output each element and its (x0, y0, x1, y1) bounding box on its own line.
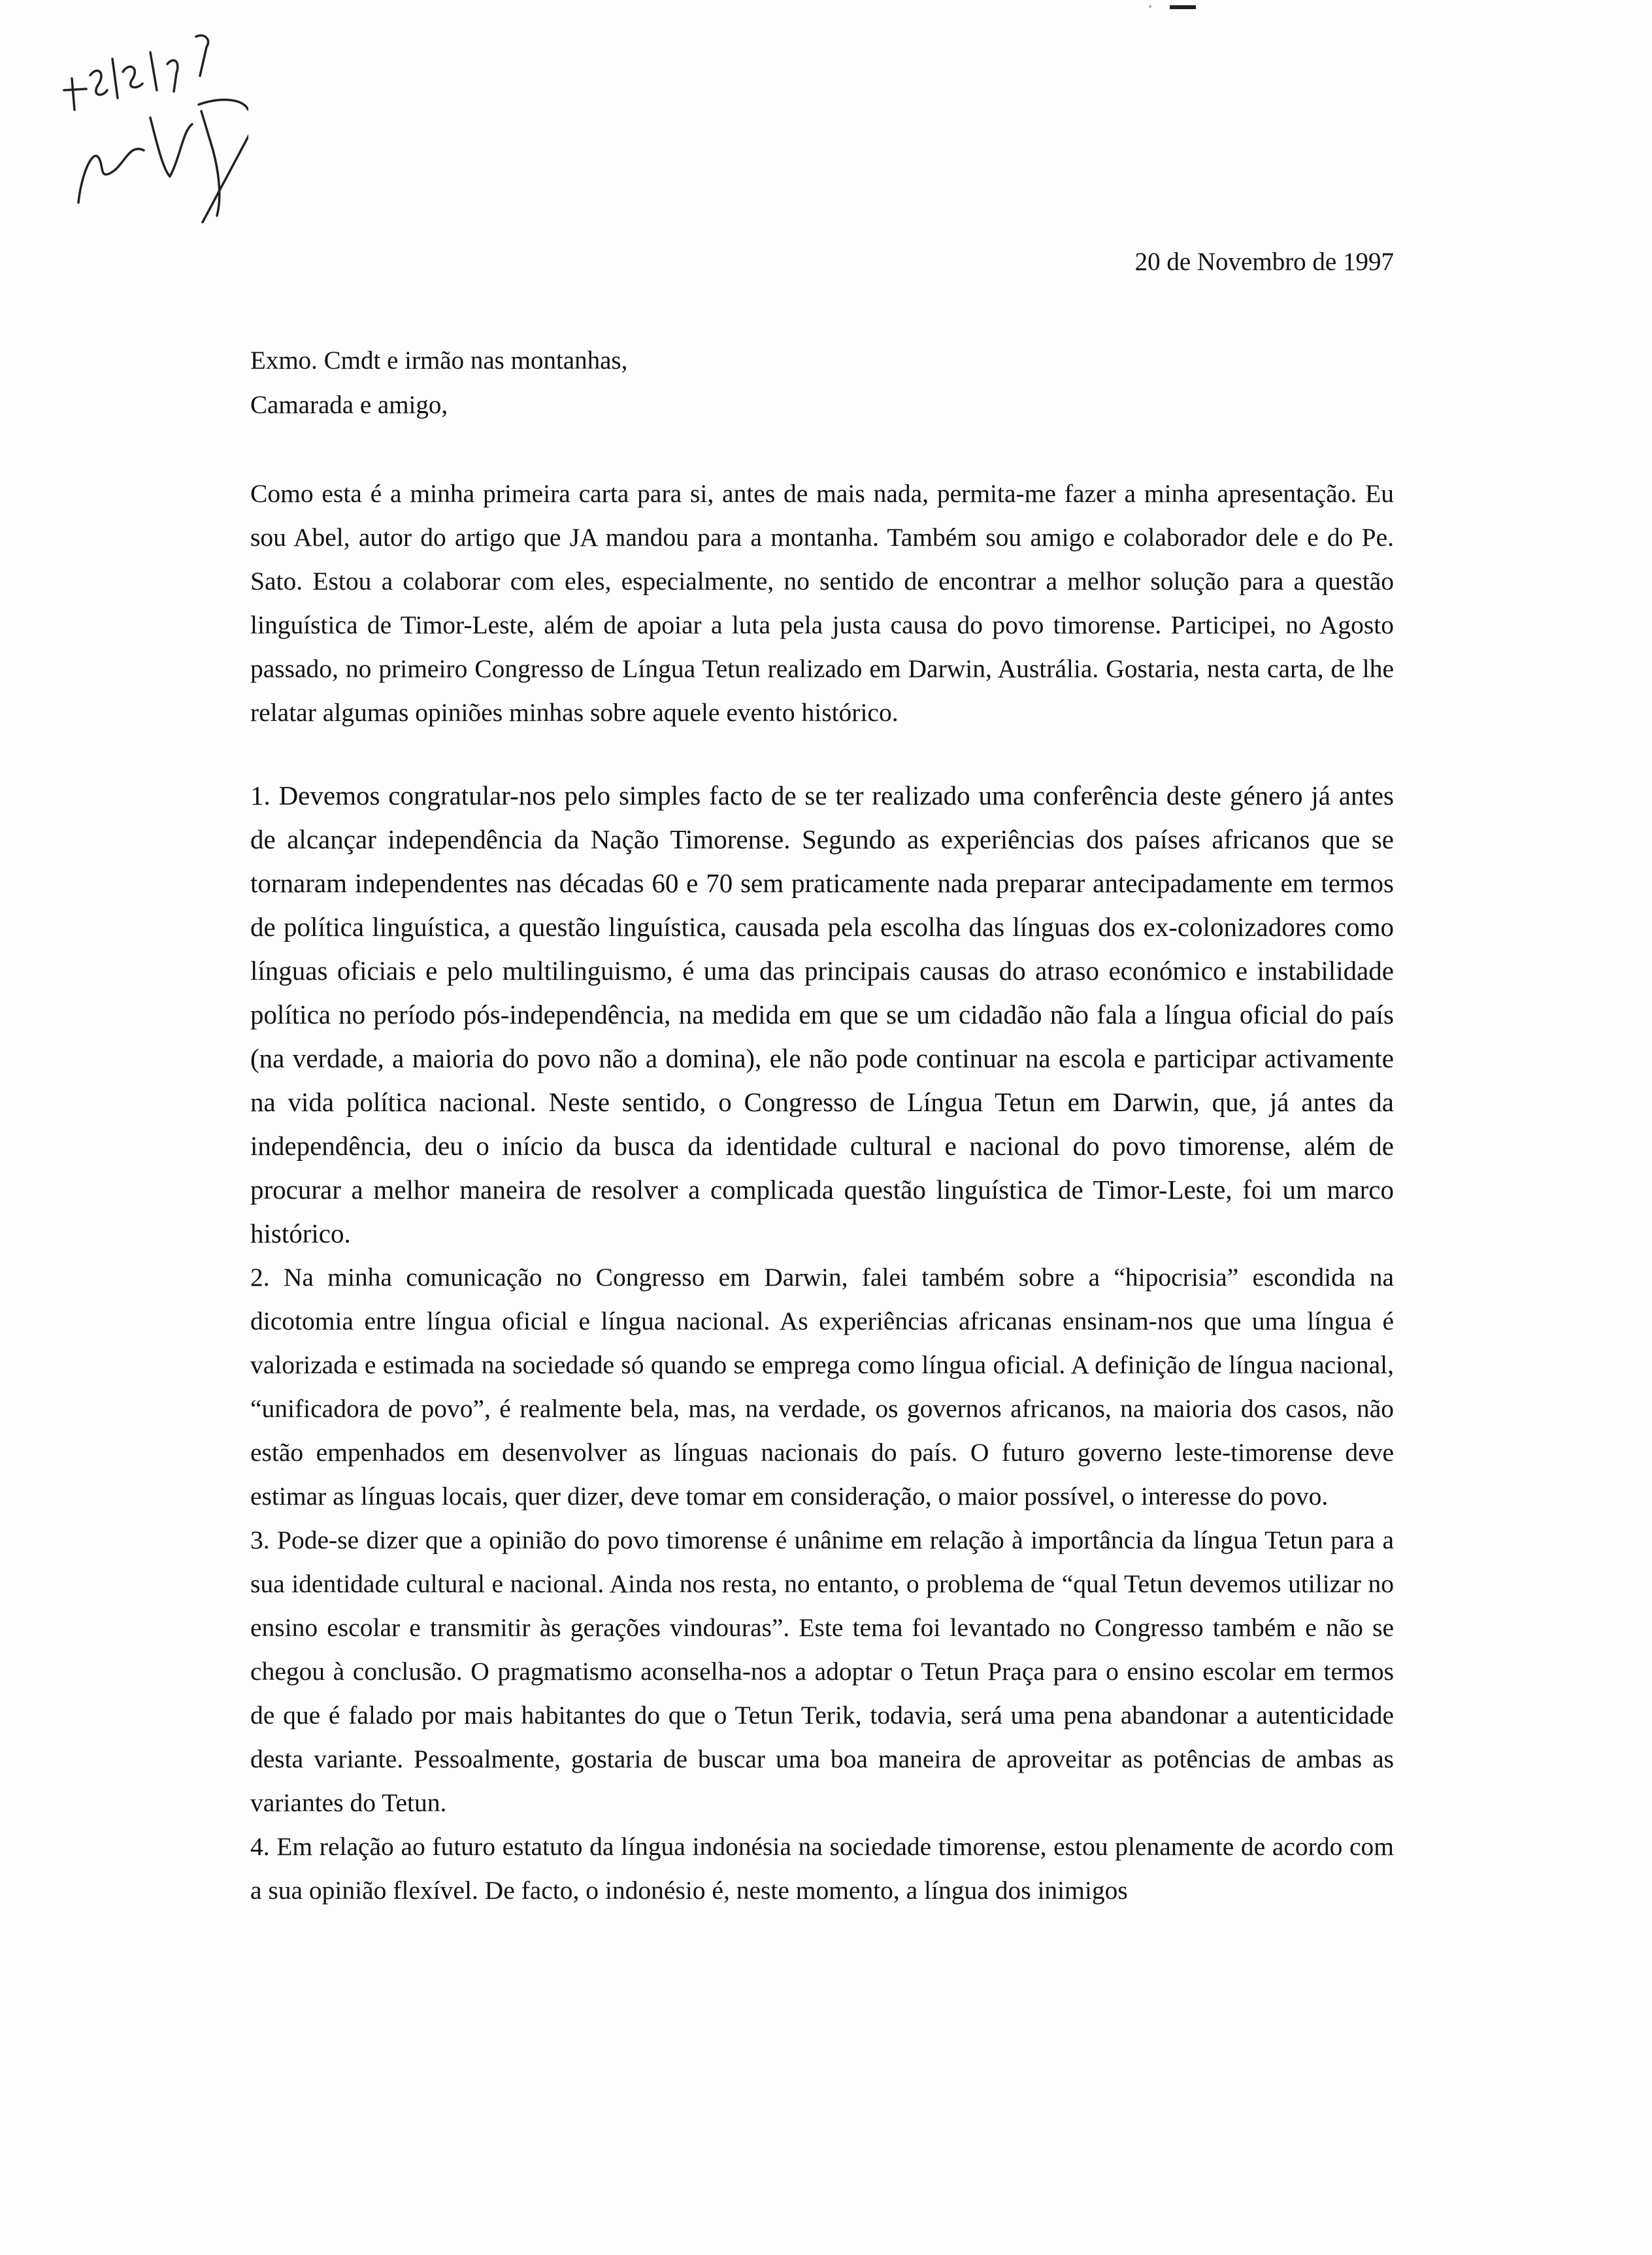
handwritten-annotation (52, 13, 248, 235)
paragraph-item-1: 1. Devemos congratular-nos pelo simples facto de se ter realizado uma conferência deste género já antes de alcançar independência da Nação Timorense. Segundo as experiências dos países africanos que se tornaram independentes nas décadas 60 e 70 sem praticamente nada preparar antecipadamente em termos de política linguística, a questão linguística, causada pela escolha das línguas dos ex-colonizadores como línguas oficiais e pelo multilinguismo, é uma das principais causas do atraso económico e instabilidade política no período pós-independência, na medida em que se um cidadão não fala a língua oficial do país (na verdade, a maioria do povo não a domina), ele não pode continuar na escola e participar activamente na vida política nacional. Neste sentido, o Congresso de Língua Tetun em Darwin, que, já antes da independência, deu o início da busca da identidade cultural e nacional do povo timorense, além de procurar a melhor maneira de resolver a complicada questão linguística de Timor-Leste, foi um marco histórico. (250, 780, 1394, 1248)
paragraph-item-4: 4. Em relação ao futuro estatuto da língua indonésia na sociedade timorense, estou plenamente de acordo com a sua opinião flexível. De facto, o indonésio é, neste momento, a língua dos inimigos (250, 1832, 1394, 1905)
scan-artifact (1137, 0, 1215, 20)
salutation-line: Camarada e amigo, (250, 391, 448, 419)
letter-body (250, 472, 1394, 1913)
letter-date: 20 de Novembro de 1997 (1134, 248, 1394, 276)
intro-paragraph: Como esta é a minha primeira carta para si, antes de mais nada, permita-me fazer a minha apresentação. Eu sou Abel, autor do artigo que JA mandou para a montanha. Também sou amigo e colaborador dele e do Pe. Sato. Estou a colaborar com eles, especialmente, no sentido de encontrar a melhor solução para a questão linguística de Timor-Leste, além de apoiar a luta pela justa causa do povo timorense. Participei, no Agosto passado, no primeiro Congresso de Língua Tetun realizado em Darwin, Austrália. Gostaria, nesta carta, de lhe relatar algumas opiniões minhas sobre aquele evento histórico. (250, 479, 1394, 727)
paragraph-item-2: 2. Na minha comunicação no Congresso em Darwin, falei também sobre a “hipocrisia” escondida na dicotomia entre língua oficial e língua nacional. As experiências africanas ensinam-nos que uma língua é valorizada e estimada na sociedade só quando se emprega como língua oficial. A definição de língua nacional, “unificadora de povo”, é realmente bela, mas, na verdade, os governos africanos, na maioria dos casos, não estão empenhados em desenvolver as línguas nacionais do país. O futuro governo leste-timorense deve estimar as línguas locais, quer dizer, deve tomar em consideração, o maior possível, o interesse do povo. (250, 1263, 1394, 1511)
salutation (250, 339, 627, 427)
salutation-line: Exmo. Cmdt e irmão nas montanhas, (250, 346, 628, 375)
paragraph-item-3: 3. Pode-se dizer que a opinião do povo timorense é unânime em relação à importância da língua Tetun para a sua identidade cultural e nacional. Ainda nos resta, no entanto, o problema de “qual Tetun devemos utilizar no ensino escolar e transmitir às gerações vindouras”. Este tema foi levantado no Congresso também e não se chegou à conclusão. O pragmatismo aconselha-nos a adoptar o Tetun Praça para o ensino escolar em termos de que é falado por mais habitantes do que o Tetun Terik, todavia, será uma pena abandonar a autenticidade desta variante. Pessoalmente, gostaria de buscar uma boa maneira de aproveitar as potências de ambas as variantes do Tetun. (250, 1526, 1394, 1817)
